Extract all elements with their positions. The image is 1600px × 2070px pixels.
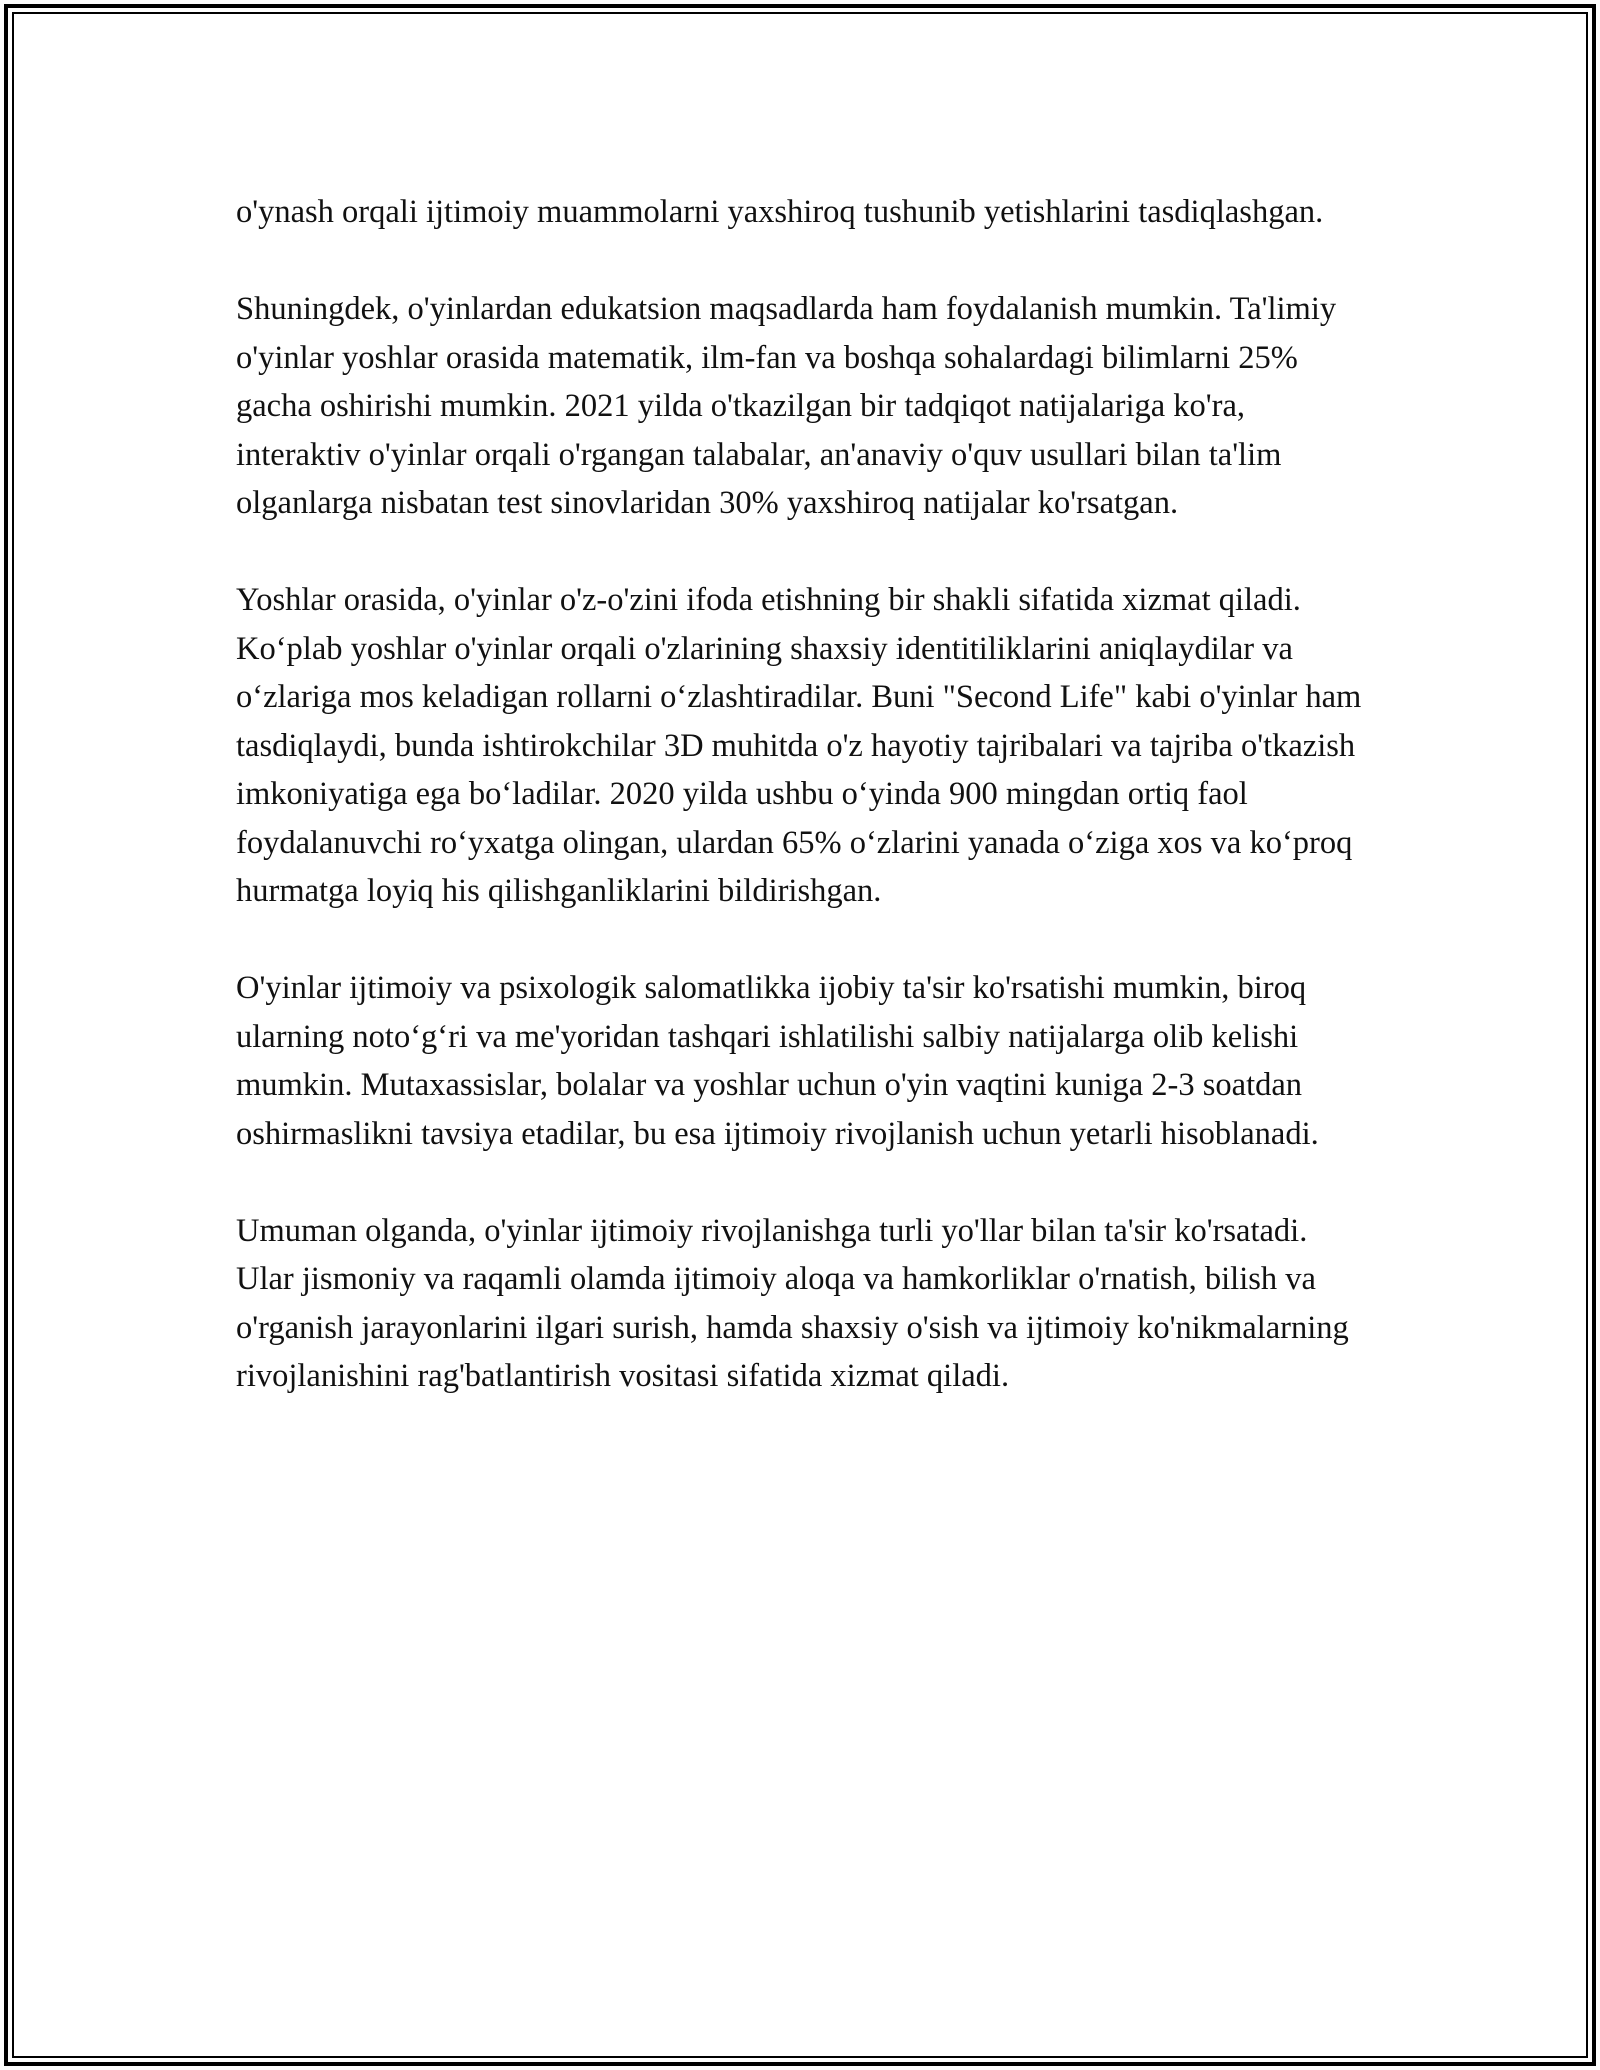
document-body [236,188,1366,1401]
paragraph-5: Umuman olganda, o'yinlar ijtimoiy rivojlanishga turli yo'llar bilan ta'sir ko'rsatadi. Ular jismoniy va raqamli olamda ijtimoiy aloqa va hamkorliklar o'rnatish, bilish va o'rganish jarayonlarini ilgari surish, hamda shaxsiy o'sish va ijtimoiy ko'nikmalarning rivojlanishini rag'batlantirish vositasi sifatida xizmat qiladi. [236,1212,1349,1394]
paragraph-1: o'ynash orqali ijtimoiy muammolarni yaxshiroq tushunib yetishlarini tasdiqlashgan. [236,194,1324,230]
paragraph-4: O'yinlar ijtimoiy va psixologik salomatlikka ijobiy ta'sir ko'rsatishi mumkin, biroq ularning notoʻgʻri va me'yoridan tashqari ishlatilishi salbiy natijalarga olib kelishi mumkin. Mutaxassislar, bolalar va yoshlar uchun o'yin vaqtini kuniga 2-3 soatdan oshirmaslikni tavsiya etadilar, bu esa ijtimoiy rivojlanish uchun yetarli hisoblanadi. [236,970,1319,1152]
paragraph-2: Shuningdek, o'yinlardan edukatsion maqsadlarda ham foydalanish mumkin. Ta'limiy o'yinlar yoshlar orasida matematik, ilm-fan va boshqa sohalardagi bilimlarni 25% gacha oshirishi mumkin. 2021 yilda o'tkazilgan bir tadqiqot natijalariga ko'ra, interaktiv o'yinlar orqali o'rgangan talabalar, an'anaviy o'quv usullari bilan ta'lim olganlarga nisbatan test sinovlaridan 30% yaxshiroq natijalar ko'rsatgan. [236,291,1337,521]
paragraph-3: Yoshlar orasida, o'yinlar o'z-o'zini ifoda etishning bir shakli sifatida xizmat qiladi. Koʻplab yoshlar o'yinlar orqali o'zlarining shaxsiy identitiliklarini aniqlaydilar va oʻzlariga mos keladigan rollarni oʻzlashtiradilar. Buni "Second Life" kabi o'yinlar ham tasdiqlaydi, bunda ishtirokchilar 3D muhitda o'z hayotiy tajribalari va tajriba o'tkazish imkoniyatiga ega boʻladilar. 2020 yilda ushbu oʻyinda 900 mingdan ortiq faol foydalanuvchi roʻyxatga olingan, ulardan 65% oʻzlarini yanada oʻziga xos va koʻproq hurmatga loyiq his qilishganliklarini bildirishgan. [236,582,1362,909]
